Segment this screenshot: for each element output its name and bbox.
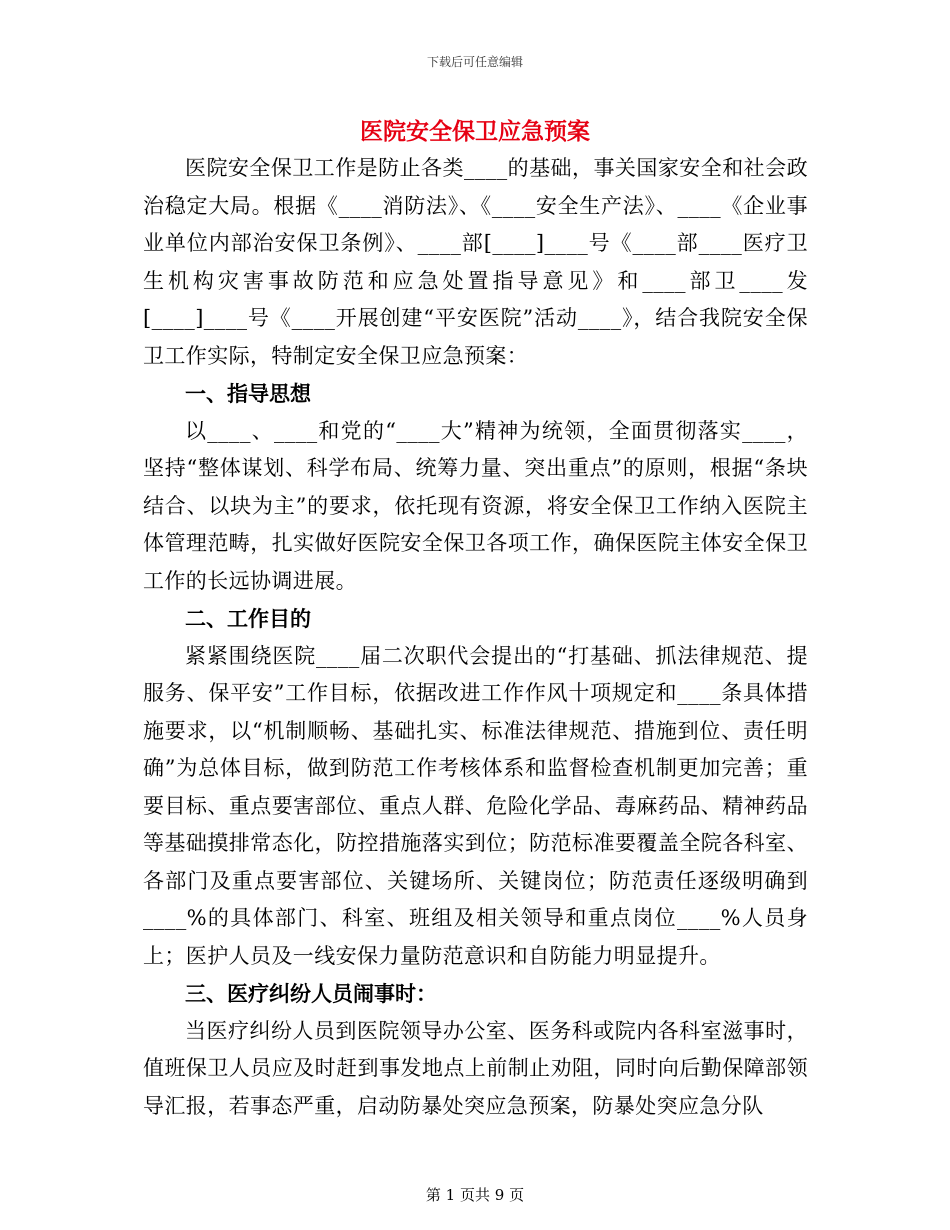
section-paragraph-work-objectives: 紧紧围绕医院____届二次职代会提出的“打基础、抓法律规范、提服务、保平安”工作目标，依据改进工作作风十项规定和____条具体措施要求，以“机制顺畅、基础扎实、标准法律规范、措施到位、责任明确”为总体目标，做到防范工作考核体系和监督检查机制更加完善；重要目标、重点要害部位、重点人群、危险化学品、毒麻药品、精神药品等基础摸排常态化，防控措施落实到位；防范标准要覆盖全院各科室、各部门及重点要害部位、关键场所、关键岗位；防范责任逐级明确到____%的具体部门、科室、班组及相关领导和重点岗位____%人员身上；医护人员及一线安保力量防范意识和自防能力明显提升。 bbox=[143, 643, 808, 968]
section-heading-medical-dispute: 三、医疗纠纷人员闹事时： bbox=[185, 981, 437, 1006]
section-paragraph-guiding-ideology: 以____、____和党的“____大”精神为统领，全面贯彻落实____，坚持“整体谋划、科学布局、统筹力量、突出重点”的原则，根据“条块结合、以块为主”的要求，依托现有资源，将安全保卫工作纳入医院主体管理范畴，扎实做好医院安全保卫各项工作，确保医院主体安全保卫工作的长远协调进展。 bbox=[143, 418, 808, 593]
header-note: 下载后可任意编辑 bbox=[426, 55, 523, 69]
intro-paragraph: 医院安全保卫工作是防止各类____的基础，事关国家安全和社会政治稳定大局。根据《____消防法》、《____安全生产法》、____《企业事业单位内部治安保卫条例》、____部[____]____号《____部____医疗卫生机构灾害事故防范和应急处置指导意见》和____部卫____发[____]____号《____开展创建“平安医院”活动____》，结合我院安全保卫工作实际，特制定安全保卫应急预案： bbox=[143, 156, 808, 368]
document-title: 医院安全保卫应急预案 bbox=[360, 118, 590, 145]
section-heading-work-objectives: 二、工作目的 bbox=[185, 606, 311, 631]
document-body bbox=[143, 150, 808, 1125]
page-footer: 第 1 页共 9 页 bbox=[425, 1186, 525, 1204]
section-paragraph-medical-dispute: 当医疗纠纷人员到医院领导办公室、医务科或院内各科室滋事时，值班保卫人员应及时赶到事发地点上前制止劝阻，同时向后勤保障部领导汇报，若事态严重，启动防暴处突应急预案，防暴处突应急分队 bbox=[143, 1018, 808, 1118]
section-heading-guiding-ideology: 一、指导思想 bbox=[185, 381, 311, 406]
